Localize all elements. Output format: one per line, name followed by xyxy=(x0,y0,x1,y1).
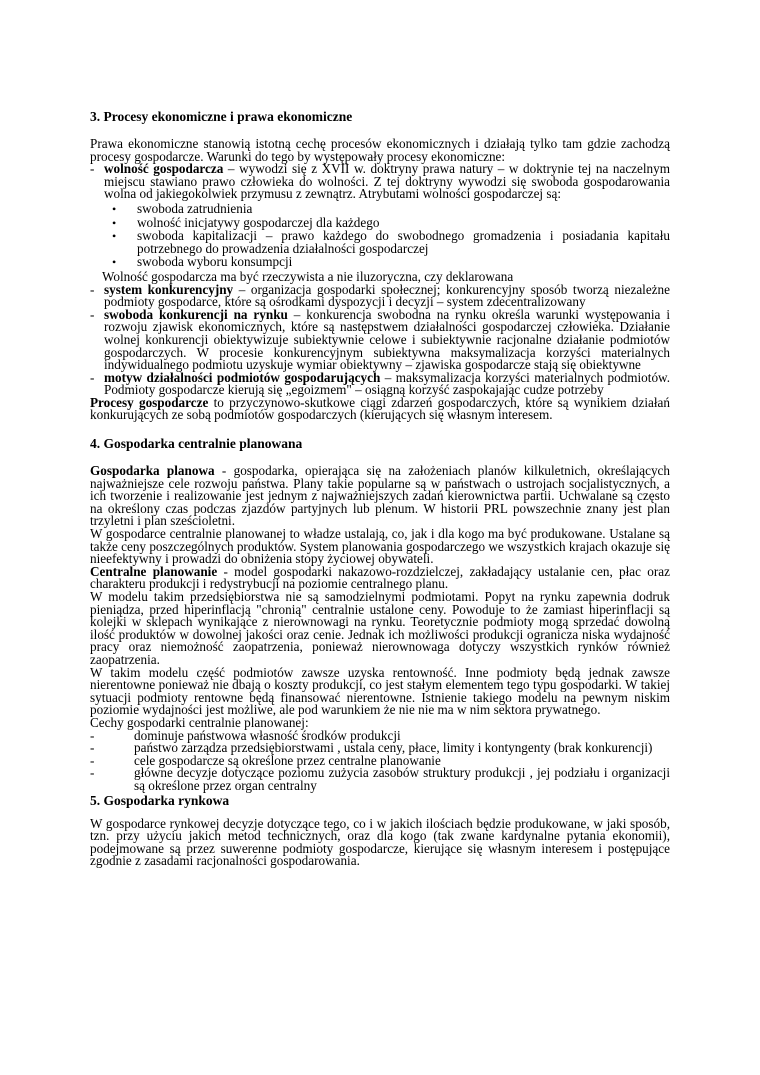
s3-intro-paragraph: Prawa ekonomiczne stanowią istotną cechę procesów ekonomicznych i działają tylko tam gdzie zachodzą procesy gospodarcze. Warunki do tego by występowały procesy ekonomiczne: xyxy=(90,136,670,164)
bullet-item: • swoboda zatrudnienia xyxy=(90,203,670,216)
dash-marker: - xyxy=(90,727,95,743)
s3-after-bullets: Wolność gospodarcza ma być rzeczywista a nie iluzoryczna, czy deklarowana xyxy=(102,268,514,284)
term-procesy: Procesy gospodarcze xyxy=(90,394,209,410)
dash-marker: - xyxy=(90,306,95,322)
dash-marker: - xyxy=(90,161,95,177)
dash-marker: - xyxy=(90,765,95,781)
text-centralne-planowanie: - model gospodarki nakazowo-rozdzielczej, zakładający ustalanie cen, płac oraz charakteru produkcji i redystrybucji na poziomie centralnego planu. xyxy=(90,563,670,592)
text-motyw: – maksymalizacja korzyści materialnych podmiotów. Podmioty gospodarcze kierują się „egoizmem" – osiągną korzyść zaspokajając cudze potrzeby xyxy=(104,369,670,398)
s4-cp-paragraph xyxy=(90,563,670,592)
text-wolnosc: – wywodzi się z XVII w. doktryny prawa natury – w doktrynie tej na naczelnym miejscu stawiano prawo człowieka do wolności. Z tej doktryny wywodzi się swoboda gospodarowania wolna od jakiegokolwiek przymusu z zewnątrz. Atrybutami wolności gospodarczej są: xyxy=(104,161,670,202)
text-swoboda: – konkurencja swobodna na rynku określa warunki występowania i rozwoju zjawisk ekonomicznych, które są następstwem działalności gospodarczej człowieka. Działanie wolnej konkurencji obiektywizuje subiektywnie celowe i subiektywnie racjonalne działanie podmiotów gospodarczych. W procesie konkurencyjnym subiektywna maksymalizacja korzyści materialnych indywidualnego podmiotu uzyskuje wymiar obiektywny – zjawiska gospodarcze stają się obiektywne xyxy=(104,306,670,373)
bullet-icon: • xyxy=(112,215,117,230)
bullet-item: • swoboda kapitalizacji – prawo każdego do swobodnego gromadzenia i posiadania kapitału potrzebnego do prowadzenia działalności gospodarczej xyxy=(90,230,670,255)
dash-marker: - xyxy=(90,740,95,756)
bullet-item: • swoboda wyboru konsumpcji xyxy=(90,256,670,269)
dash-marker: - xyxy=(90,281,95,297)
section-3-heading: 3. Procesy ekonomiczne i prawa ekonomiczne xyxy=(90,109,353,124)
list-item-motyw xyxy=(90,369,670,398)
bullet-icon: • xyxy=(112,201,117,216)
term-gospodarka-planowa: Gospodarka planowa xyxy=(90,463,215,479)
s4-paragraph-4: W modelu takim przedsiębiorstwa nie są samodzielnymi podmiotami. Popyt na rynku zapewnia dodruk pieniądza, przed hiperinflacją "chronią" centralnie ustalone ceny. Powoduje to że zamiast hiperinflacji są kolejki w sklepach wynikające z nierownowagi na rynku. Teoretycznie podmioty mogą sprzedać dowolną ilość produktów w dowolnej jakości oraz cenie. Jednak ich możliwości produkcji ogranicza niska wydajność pracy oraz niemożność zaopatrzenia, ponieważ nierownowaga dotyczy wszystkich rynków również zaopatrzenia. xyxy=(90,589,670,667)
term-motyw: motyw działalności podmiotów gospodarujących xyxy=(104,369,381,385)
s4-gp-paragraph xyxy=(90,465,670,528)
cechy-item: - państwo zarządza przedsiębiorstwami , ustala ceny, płace, limity i kontyngenty (brak konkurencji) xyxy=(90,740,653,756)
term-centralne-planowanie: Centralne planowanie xyxy=(90,563,218,579)
text-procesy: to przyczynowo-skutkowe ciągi zdarzeń gospodarczych, które są wynikiem działań konkurujących ze sobą podmiotów gospodarczych (kierujących się własnym interesem. xyxy=(90,394,670,423)
cechy-item: - główne decyzje dotyczące poziomu zużycia zasobów struktury produkcji , jej podziału i organizacji są określone przez organ centralny xyxy=(90,765,670,793)
text-gospodarka-planowa: - gospodarka, opierająca się na założeniach planów kilkuletnich, określających najważniejsze cele rozwoju państwa. Plany takie popularne są w państwach o ustrojach socjalistycznych, a ich tworzenie i realizowanie jest jednym z najważniejszych zadań kierownictwa partii. Uchwalane są często na określony czas podczas zjazdów partyjnych lub plenum. W historii PRL powszechnie znany jest plan trzyletni i plan sześcioletni. xyxy=(90,463,670,529)
s4-cechy-intro: Cechy gospodarki centralnie planowanej: xyxy=(90,714,309,730)
term-wolnosc: wolność gospodarcza xyxy=(104,161,224,177)
dash-marker: - xyxy=(90,369,95,385)
section-5-heading: 5. Gospodarka rynkowa xyxy=(90,792,230,808)
bullet-list-attributes xyxy=(90,200,670,270)
bullet-icon: • xyxy=(112,255,117,270)
cechy-item: - cele gospodarcze są określone przez centralne planowanie xyxy=(90,752,441,768)
section-4-heading: 4. Gospodarka centralnie planowana xyxy=(90,436,303,452)
list-item-wolnosc xyxy=(90,163,670,201)
s5-paragraph-1: W gospodarce rynkowej decyzje dotyczące tego, co i w jakich ilościach będzie produkowane, w jaki sposób, tzn. przy użyciu jakich metod technicznych, oraz dla kogo (tak zwane kardynalne pytania ekonomii), podejmowane są przez suwerenne podmioty gospodarcze, kierujące się własnym interesem i postępujące zgodnie z zasadami racjonalności gospodarowania. xyxy=(90,815,670,869)
term-swoboda: swoboda konkurencji na rynku xyxy=(104,306,288,322)
dash-marker: - xyxy=(90,752,95,768)
bullet-icon: • xyxy=(112,229,117,244)
cechy-item: - dominuje państwowa własność środków produkcji xyxy=(90,727,401,743)
s3-procesy-paragraph xyxy=(90,394,670,423)
list-item-system xyxy=(90,281,670,310)
s4-paragraph-5: W takim modelu część podmiotów zawsze uzyska rentowność. Inne podmioty będą jednak zawsze nierentowne ponieważ nie dbają o koszty produkcji, co jest stałym elementem tego typu gospodarki. W takiej sytuacji podmioty rentowne będą finansować nierentowne. Istnienie takiego modelu na pewnym niskim poziomie wydajności jest możliwe, ale pod warunkiem że nie nie ma w nim sektora prywatnego. xyxy=(90,664,670,718)
s4-paragraph-2: W gospodarce centralnie planowanej to władze ustalają, co, jak i dla kogo ma być produkowane. Ustalane są także ceny poszczególnych produktów. System planowania gospodarczego we wszystkich krajach okazuje się nieefektywny i prowadzi do obniżenia stopy życiowej obywateli. xyxy=(90,526,670,567)
term-system: system konkurencyjny xyxy=(104,281,234,297)
bullet-item: • wolność inicjatywy gospodarczej dla każdego xyxy=(90,217,670,230)
document-body xyxy=(90,109,670,868)
list-item-swoboda xyxy=(90,306,670,373)
text-system: – organizacja gospodarki społecznej; konkurencyjny sposób tworzą niezależne podmioty gospodarce, które są ośrodkami dyspozycji i decyzji – system zdecentralizowany xyxy=(104,281,670,310)
